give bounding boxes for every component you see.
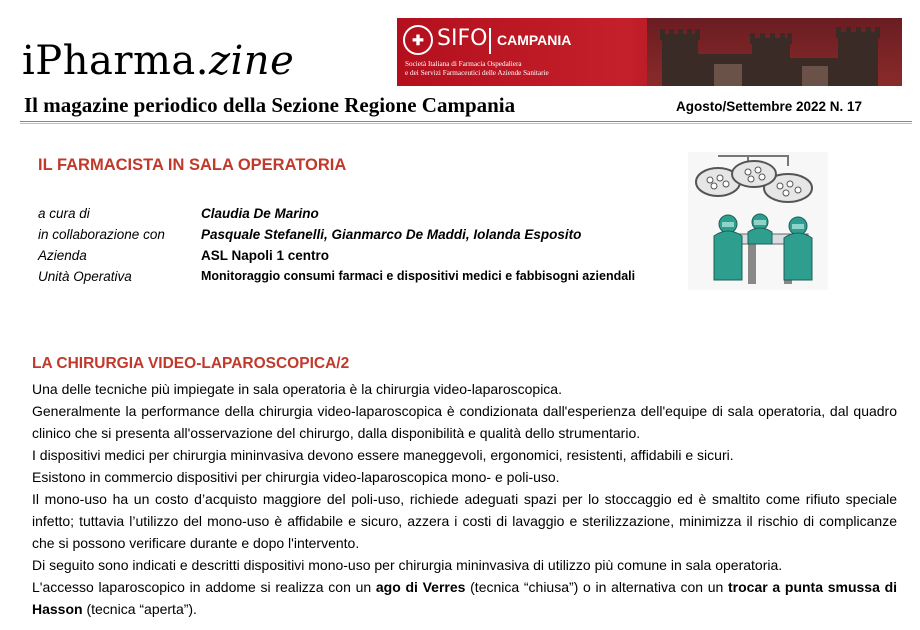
text-span: (tecnica “aperta”). bbox=[82, 601, 197, 617]
header-rule-secondary bbox=[20, 123, 912, 124]
banner-region: CAMPANIA bbox=[497, 32, 572, 48]
credit-value: Monitoraggio consumi farmaci e dispositivi medici e fabbisogni aziendali bbox=[201, 269, 636, 283]
banner-subtitle-line1: Società Italiana di Farmacia Ospedaliera bbox=[405, 60, 522, 68]
paragraph: Esistono in commercio dispositivi per chirurgia video-laparoscopica mono- e poli-uso. bbox=[32, 469, 560, 485]
section-title: LA CHIRURGIA VIDEO-LAPAROSCOPICA/2 bbox=[32, 355, 350, 372]
article-body bbox=[32, 378, 897, 620]
article-title: IL FARMACISTA IN SALA OPERATORIA bbox=[38, 156, 347, 174]
paragraph: Generalmente la performance della chirurgia video-laparoscopica è condizionata dall'esperienza dell'equipe di sala operatoria, dal quadro clinico che si presenta all'osservazione del chirurgo, dalla disponibilità e qualità dello strumentario. bbox=[32, 403, 897, 441]
sifo-wordmark: SIFO bbox=[437, 26, 488, 51]
banner-subtitle bbox=[405, 60, 645, 78]
credit-label: Unità Operativa bbox=[38, 269, 132, 284]
paragraph: I dispositivi medici per chirurgia mininvasiva devono essere maneggevoli, ergonomici, resistenti, affidabili e sicuri. bbox=[32, 447, 734, 463]
credit-label: Azienda bbox=[38, 248, 87, 263]
magazine-subtitle: Il magazine periodico della Sezione Regione Campania bbox=[24, 93, 516, 117]
issue-number: Agosto/Settembre 2022 N. 17 bbox=[676, 99, 863, 114]
paragraph: Una delle tecniche più impiegate in sala operatoria è la chirurgia video-laparoscopica. bbox=[32, 381, 562, 397]
credit-value: ASL Napoli 1 centro bbox=[201, 248, 330, 263]
sifo-seal-icon: ✚ bbox=[403, 25, 433, 55]
credit-value: Pasquale Stefanelli, Gianmarco De Maddi, Iolanda Esposito bbox=[201, 227, 582, 242]
credit-value: Claudia De Marino bbox=[201, 206, 319, 221]
paragraph: Il mono-uso ha un costo d’acquisto maggiore del poli-uso, richiede adeguati spazi per lo stoccaggio ed è smaltito come rifiuto speciale infetto; tuttavia l’utilizzo del mono-uso è affidabile e sicuro, azzera i costi di lavaggio e sterilizzazione, minimizza il rischio di complicanze che si possono verificare durante e dopo l'intervento. bbox=[32, 491, 897, 551]
paragraph bbox=[32, 576, 897, 620]
term-verres: ago di Verres bbox=[375, 579, 466, 595]
magazine-logo bbox=[22, 38, 294, 84]
header-rule bbox=[20, 121, 912, 122]
logo-zine: zine bbox=[208, 38, 295, 84]
credit-label: a cura di bbox=[38, 206, 90, 221]
credit-label: in collaborazione con bbox=[38, 227, 165, 242]
banner-subtitle-line2: e dei Servizi Farmaceutici delle Aziende Sanitarie bbox=[405, 69, 549, 77]
sifo-campania-banner bbox=[397, 18, 902, 86]
text-span: L'accesso laparoscopico in addome si realizza con un bbox=[32, 579, 376, 595]
term-hasson: trocar a punta smussa di Hasson bbox=[32, 579, 898, 617]
logo-main: iPharma. bbox=[22, 38, 209, 84]
banner-divider bbox=[489, 28, 491, 54]
surgery-illustration-icon bbox=[688, 152, 828, 290]
text-span: (tecnica “chiusa”) o in alternativa con un bbox=[465, 579, 729, 595]
castle-icon bbox=[642, 24, 902, 86]
paragraph: Di seguito sono indicati e descritti dispositivi mono-uso per chirurgia mininvasiva di utilizzo più comune in sala operatoria. bbox=[32, 557, 783, 573]
